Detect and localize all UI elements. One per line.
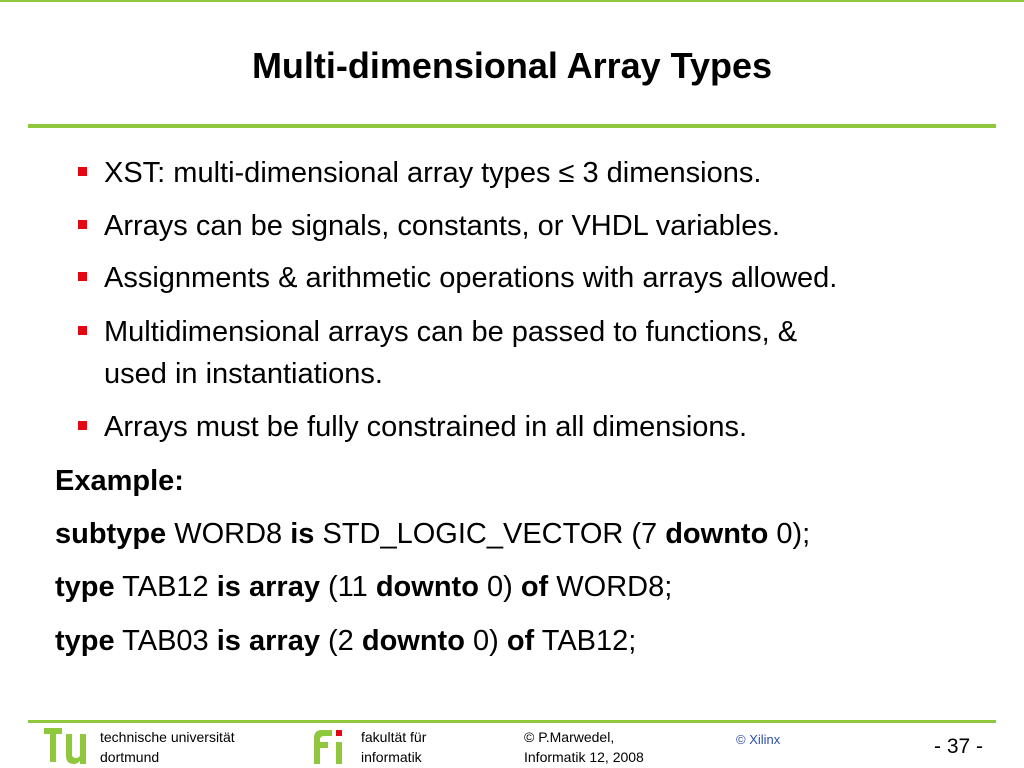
- keyword: type: [55, 625, 115, 657]
- bullet-text: Assignments & arithmetic operations with arrays allowed.: [104, 262, 838, 294]
- keyword: type: [55, 571, 115, 603]
- page-number: - 37 -: [934, 735, 984, 758]
- fi-logo-icon: [308, 726, 352, 766]
- code-text: 0): [478, 571, 521, 603]
- keyword: subtype: [55, 518, 167, 550]
- bullet-marker-icon: [78, 220, 87, 229]
- bullet-text-line-2: used in instantiations.: [104, 358, 383, 390]
- faculty-name-line-2: informatik: [361, 749, 422, 765]
- code-text: WORD8;: [548, 571, 673, 603]
- code-line-2: [55, 566, 672, 608]
- keyword: downto: [665, 518, 769, 550]
- bullet-text: Arrays can be signals, constants, or VHDL variables.: [104, 210, 780, 242]
- code-text: 0): [464, 625, 507, 657]
- top-rule: [0, 0, 1024, 2]
- keyword: is array: [216, 625, 320, 657]
- code-text: WORD8: [166, 518, 291, 550]
- bullet-marker-icon: [78, 167, 87, 176]
- code-text: STD_LOGIC_VECTOR (7: [314, 518, 666, 550]
- bullet-text: Arrays must be fully constrained in all dimensions.: [104, 411, 748, 443]
- university-name-line-1: technische universität: [100, 729, 235, 745]
- footer-divider: [28, 720, 996, 723]
- slide-title: Multi-dimensional Array Types: [251, 45, 773, 86]
- keyword: downto: [375, 571, 479, 603]
- author-line-2: Informatik 12, 2008: [524, 749, 644, 765]
- code-text: TAB12: [114, 571, 217, 603]
- author-line-1: © P.Marwedel,: [524, 729, 615, 745]
- keyword: downto: [361, 625, 465, 657]
- code-line-1: [55, 513, 810, 555]
- bullet-marker-icon: [78, 272, 87, 281]
- keyword: is array: [216, 571, 320, 603]
- university-name-line-2: dortmund: [100, 749, 160, 765]
- bullet-marker-icon: [78, 421, 87, 430]
- keyword: of: [506, 625, 535, 657]
- keyword: of: [520, 571, 549, 603]
- code-text: (11: [319, 571, 376, 603]
- keyword: is: [290, 518, 315, 550]
- bullet-marker-icon: [78, 326, 87, 335]
- code-line-3: [55, 620, 636, 662]
- tu-logo-icon: [42, 726, 92, 766]
- bullet-text: XST: multi-dimensional array types ≤ 3 dimensions.: [104, 157, 762, 189]
- code-text: TAB03: [114, 625, 217, 657]
- code-text: TAB12;: [534, 625, 637, 657]
- faculty-name-line-1: fakultät für: [361, 729, 427, 745]
- xilinx-credit: © Xilinx: [736, 732, 781, 747]
- title-divider: [28, 124, 996, 128]
- code-text: (2: [319, 625, 362, 657]
- code-text: 0);: [768, 518, 811, 550]
- bullet-text-line-1: Multidimensional arrays can be passed to functions, &: [104, 316, 798, 348]
- example-heading: Example:: [55, 465, 184, 497]
